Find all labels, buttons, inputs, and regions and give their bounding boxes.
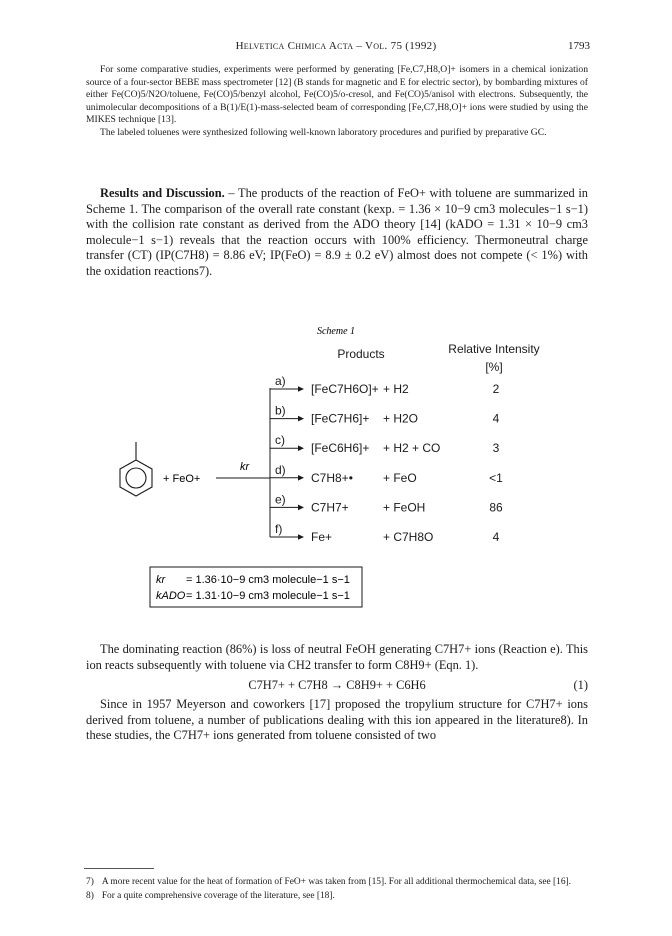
- toluene-structure-icon: [120, 442, 152, 496]
- relative-intensity-value: 4: [492, 530, 500, 544]
- relative-intensity-value: 86: [489, 500, 503, 515]
- reactant-label: + FeO+: [163, 473, 201, 485]
- relative-intensity-value: 3: [492, 441, 500, 456]
- arrow-head-icon: [298, 445, 304, 451]
- discussion-paragraph-2: Since in 1957 Meyerson and coworkers [17] proposed the tropylium structure for C7H7+ ions derived from toluene, a number of publications dealing with this ion appeared in the literature8). In these studies, the C7H7+ ions generated from toluene consisted of two: [86, 697, 588, 742]
- neutral-product: + C7H8O: [383, 530, 434, 544]
- reaction-label: a): [275, 374, 286, 388]
- arrow-head-icon: [298, 534, 304, 540]
- rate-value: = 1.36·10−9 cm3 molecule−1 s−1: [186, 574, 350, 586]
- journal-title: Helvetica Chimica Acta – Vol. 75 (1992): [235, 40, 437, 52]
- rate-constant-label: kr: [240, 461, 250, 473]
- reaction-label: c): [275, 433, 285, 448]
- neutral-product: + H2O: [383, 411, 419, 426]
- results-paragraph: – The products of the reaction of FeO+ with toluene are summarized in Scheme 1. The comparison of the overall rate constant (kexp. = 1.36 × 10−9 cm3 molecules−1 s−1) with the collision rate constant as derived from the ADO theory [14] (kADO = 1.31 × 10−9 cm3 molecule−1 s−1) reveals that the reaction occurs with 100% efficiency. Thermoneutral charge transfer (CT) (IP(C7H8) = 8.86 eV; IP(FeO) = 8.9 ± 0.2 eV) almost does not compete (< 1%) with the oxidation reactions7).: [86, 186, 588, 278]
- scheme-row: [270, 492, 503, 514]
- footnote-text: For a quite comprehensive coverage of the literature, see [18].: [101, 891, 335, 901]
- product-ion: [FeC6H6]+: [311, 441, 370, 456]
- product-ion: Fe+: [311, 530, 333, 544]
- rate-symbol: kADO: [156, 590, 186, 602]
- neutral-product: + FeO: [383, 470, 417, 485]
- reaction-label: f): [275, 522, 283, 536]
- arrow-head-icon: [298, 505, 304, 511]
- product-ion: C7H7+: [311, 500, 349, 515]
- footnote-8: [86, 890, 588, 902]
- neutral-product: + FeOH: [383, 500, 426, 515]
- footnote-text: A more recent value for the heat of formation of FeO+ was taken from [15]. For all additional thermochemical data, see [16].: [101, 877, 571, 887]
- scheme-row: [270, 463, 503, 485]
- footnote-mark: 7): [86, 877, 94, 887]
- intensity-header: Relative Intensity: [448, 342, 540, 356]
- rate-value: = 1.31·10−9 cm3 molecule−1 s−1: [186, 590, 350, 602]
- arrow-head-icon: [298, 416, 304, 422]
- neutral-product: + H2 + CO: [383, 441, 441, 456]
- relative-intensity-value: 4: [492, 411, 500, 426]
- products-header: Products: [337, 347, 385, 361]
- arrow-head-icon: [298, 386, 304, 392]
- intensity-unit: [%]: [485, 360, 503, 374]
- discussion-section: [86, 642, 588, 744]
- neutral-product: + H2: [383, 382, 409, 396]
- footnote-mark: 8): [86, 891, 94, 901]
- reaction-label: e): [275, 492, 286, 507]
- equation-number: (1): [573, 678, 588, 692]
- footnotes: [86, 876, 588, 902]
- product-ion: [FeC7H6O]+: [311, 382, 379, 396]
- relative-intensity-value: 2: [492, 382, 500, 396]
- relative-intensity-value: <1: [489, 470, 503, 485]
- scheme-row: [270, 522, 500, 544]
- footnote-7: [86, 876, 588, 888]
- equation-1: C7H7+ + C7H8 → C8H9+ + C6H6: [248, 678, 426, 692]
- section-heading: Results and Discussion.: [100, 186, 225, 200]
- experimental-paragraph-1: For some comparative studies, experiments were performed by generating [Fe,C7,H8,O]+ isomers in a chemical ionization source of a four-sector BEBE mass spectrometer [12] (B stands for magnetic and E for electric sector), by bombarding mixtures of either Fe(CO)5/N2O/toluene, Fe(CO)5/benzyl alcohol, Fe(CO)5/o-cresol, and Fe(CO)5/anisol with electrons. Subsequently, the unimolecular decompositions of a B(1)/E(1)-mass-selected beam of corresponding [Fe,C7,H8,O]+ ions were studied by using the MIKES technique [13].: [86, 64, 588, 126]
- arrow-head-icon: [298, 475, 304, 481]
- scheme-row: [270, 374, 500, 396]
- reaction-label: d): [275, 462, 286, 477]
- scheme-row: [270, 404, 500, 426]
- product-ion: C7H8+•: [311, 470, 353, 485]
- product-ion: [FeC7H6]+: [311, 411, 370, 426]
- discussion-paragraph-1: The dominating reaction (86%) is loss of neutral FeOH generating C7H7+ ions (Reaction e). This ion reacts subsequently with toluene via CH2 transfer to form C8H9+ (Eqn. 1).: [86, 642, 588, 672]
- scheme-title: Scheme 1: [316, 326, 356, 337]
- scheme-row: [270, 433, 500, 455]
- page-number: 1793: [568, 40, 590, 52]
- footnote-rule: [84, 868, 154, 869]
- experimental-paragraph-2: The labeled toluenes were synthesized following well-known laboratory procedures and purified by preparative GC.: [100, 126, 547, 138]
- rate-symbol: kr: [156, 574, 166, 586]
- reaction-label: b): [275, 403, 286, 418]
